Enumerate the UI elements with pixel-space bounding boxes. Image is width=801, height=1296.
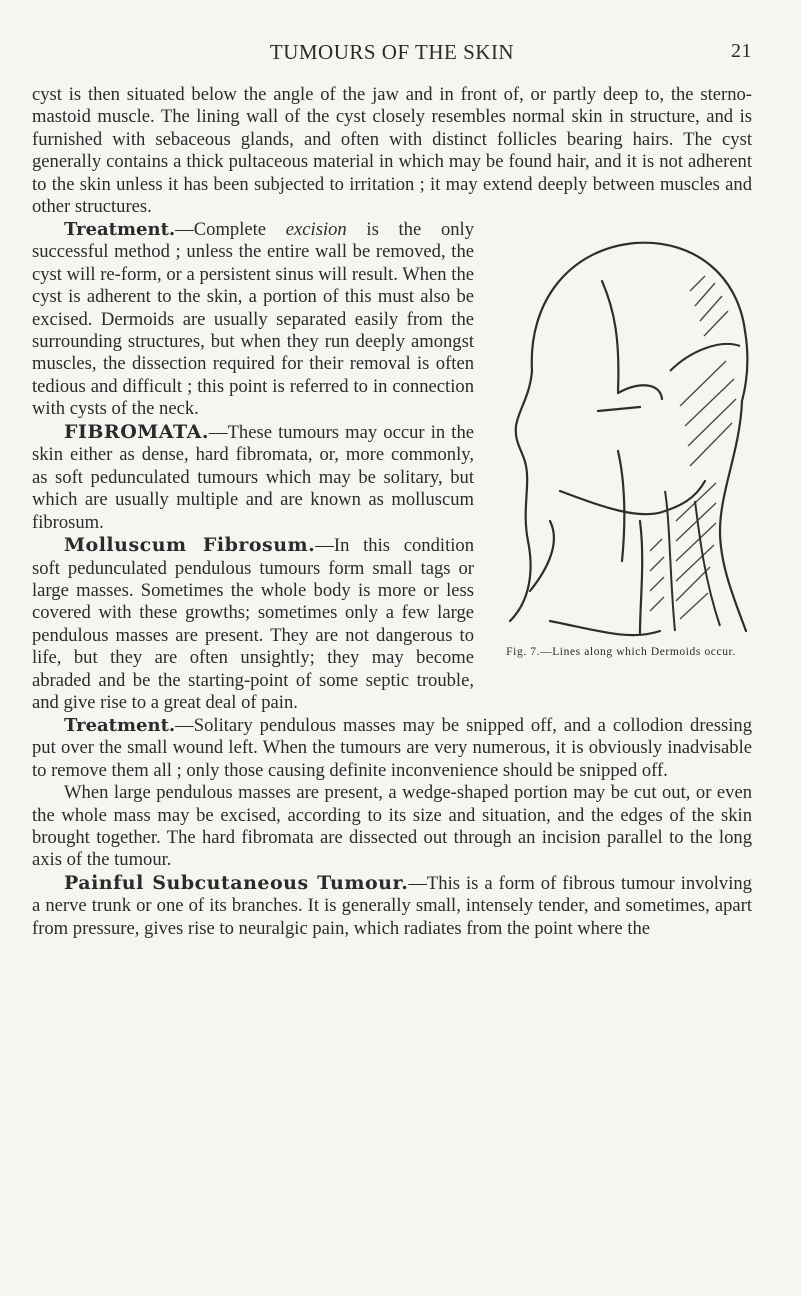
figure-caption: Fig. 7.—Lines along which Dermoids occur. [506, 645, 736, 658]
paragraph-fibromata: FIBROMATA.—These tumours may occur in the skin either as dense, hard fibromata, or, more commonly, as soft pedunculated tumours which may be solitary, but which are usually multiple and are known as molluscum fibrosum. [32, 420, 474, 533]
running-head-title: TUMOURS OF THE SKIN [269, 40, 515, 64]
paragraph-molluscum-fibrosum: Molluscum Fibrosum.—In this condition soft pedunculated pendulous tumours form small tags or large masses. Sometimes the whole body is more or less covered with these growths; sometimes only a few large pendulous masses are present. They are not dangerous to life, but they are often unsightly; they may become abraded and be the starting-point of some septic trouble, and give rise to a great deal of pain. [32, 534, 474, 714]
paragraph-painful-subcutaneous-tumour: Painful Subcutaneous Tumour.—This is a form of fibrous tumour involving a nerve trunk or one of its branches. It is generally small, intensely tender, and sometimes, apart from pressure, gives rise to neuralgic pain, which radiates from the point where the [32, 871, 752, 939]
body-text [32, 84, 752, 940]
paragraph-treatment-molluscum: Treatment.—Solitary pendulous masses may be snipped off, and a collodion dressing put over the small wound left. When the tumours are very numerous, it is obviously inadvisable to remove them all ; only those causing definite inconvenience should be snipped off. [32, 714, 752, 781]
heading-treatment: Treatment. [64, 714, 176, 736]
heading-molluscum-fibrosum: Molluscum Fibrosum. [64, 534, 316, 557]
head-neck-outline-illustration [490, 221, 752, 641]
heading-fibromata: FIBROMATA. [64, 420, 209, 443]
heading-painful-subcutaneous-tumour: Painful Subcutaneous Tumour. [64, 871, 409, 894]
paragraph-treatment-dermoid: Treatment.—Complete excision is the only successful method ; unless the entire wall be removed, the cyst will re-form, or a persistent sinus will result. When the cyst is adherent to the skin, a portion of this must also be excised. Dermoids are usually separated easily from the surrounding structures, but when they run deeply amongst muscles, the dissection required for their removal is often tedious and difficult ; this point is referred to in connection with cysts of the neck. [32, 218, 474, 420]
emphasis-excision: excision [285, 218, 347, 240]
figure-dermoid-lines [490, 221, 752, 679]
page-number: 21 [731, 40, 752, 62]
running-head [32, 40, 752, 64]
paragraph-pendulous-masses: When large pendulous masses are present, a wedge-shaped portion may be cut out, or even the whole mass may be excised, according to its size and situation, and the edges of the skin brought together. The hard fibromata are dissected out through an incision parallel to the long axis of the tumour. [32, 782, 752, 871]
paragraph-dermoid-cyst: cyst is then situated below the angle of the jaw and in front of, or partly deep to, the sterno-mastoid muscle. The lining wall of the cyst closely resembles normal skin in structure, and is furnished with sebaceous glands, and often with distinct follicles bearing hairs. The cyst generally contains a thick pultaceous material in which may be found hair, and it is not adherent to the skin unless it has been subjected to irritation ; it may extend deeply between muscles and other structures. [32, 84, 752, 218]
heading-treatment: Treatment. [64, 218, 176, 240]
